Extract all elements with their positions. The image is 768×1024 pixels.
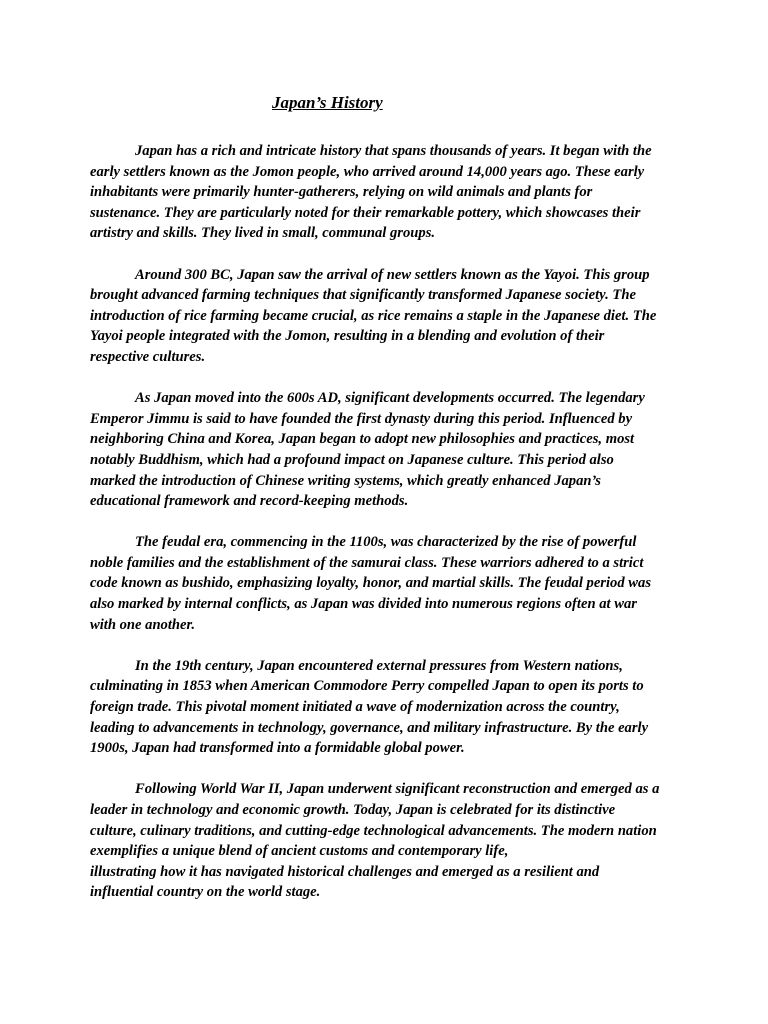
text-line: Around 300 BC, Japan saw the arrival of new settlers known as the Yayoi. This group bbox=[135, 266, 650, 283]
text-line: Japan has a rich and intricate history that spans thousands of years. It began with the bbox=[135, 143, 652, 159]
page-title: Japan’s History bbox=[272, 93, 383, 112]
text-line: marked the introduction of Chinese writing systems, which greatly enhanced Japan’s bbox=[90, 472, 601, 489]
paragraph-post-war bbox=[90, 779, 690, 903]
text-line: leading to advancements in technology, governance, and military infrastructure. By the early bbox=[90, 719, 649, 736]
text-line: notably Buddhism, which had a profound impact on Japanese culture. This period also bbox=[90, 451, 614, 468]
text-line: introduction of rice farming became crucial, as rice remains a staple in the Japanese diet. The bbox=[90, 307, 657, 324]
text-line: culminating in 1853 when American Commodore Perry compelled Japan to open its ports to bbox=[90, 678, 644, 695]
text-line: foreign trade. This pivotal moment initiated a wave of modernization across the country, bbox=[90, 699, 620, 716]
text-line: The feudal era, commencing in the 1100s, was characterized by the rise of powerful bbox=[135, 534, 637, 551]
paragraph-19th-century bbox=[90, 656, 690, 759]
paragraph-yayoi bbox=[90, 265, 690, 368]
text-line: leader in technology and economic growth. Today, Japan is celebrated for its distinctive bbox=[90, 802, 616, 818]
paragraph-jomon bbox=[90, 141, 690, 244]
text-line: artistry and skills. They lived in small, communal groups. bbox=[90, 225, 436, 242]
text-line: brought advanced farming techniques that significantly transformed Japanese society. The bbox=[90, 287, 636, 304]
text-line: inhabitants were primarily hunter-gatherers, relying on wild animals and plants for bbox=[90, 184, 593, 201]
text-line: sustenance. They are particularly noted for their remarkable pottery, which showcases their bbox=[90, 204, 641, 221]
text-line: Emperor Jimmu is said to have founded the first dynasty during this period. Influenced by bbox=[90, 410, 633, 427]
text-line: respective cultures. bbox=[90, 348, 206, 365]
text-line: with one another. bbox=[90, 616, 196, 633]
text-line: code known as bushido, emphasizing loyalty, honor, and martial skills. The feudal period was bbox=[90, 575, 651, 592]
text-line: In the 19th century, Japan encountered external pressures from Western nations, bbox=[135, 657, 623, 674]
text-line: early settlers known as the Jomon people, who arrived around 14,000 years ago. These early bbox=[90, 163, 645, 180]
text-line: As Japan moved into the 600s AD, significant developments occurred. The legendary bbox=[135, 390, 645, 407]
paragraph-feudal-era bbox=[90, 532, 690, 635]
text-line: influential country on the world stage. bbox=[90, 884, 321, 901]
text-line: also marked by internal conflicts, as Japan was divided into numerous regions often at war bbox=[90, 596, 637, 613]
paragraph-600s-ad bbox=[90, 388, 690, 512]
text-line: culture, culinary traditions, and cutting-edge technological advancements. The modern nation bbox=[90, 822, 657, 839]
text-line: Following World War II, Japan underwent significant reconstruction and emerged as a bbox=[135, 781, 660, 798]
text-line: Yayoi people integrated with the Jomon, resulting in a blending and evolution of their bbox=[90, 328, 605, 345]
text-line: illustrating how it has navigated historical challenges and emerged as a resilient and bbox=[90, 863, 600, 880]
text-line: exemplifies a unique blend of ancient customs and contemporary life, bbox=[90, 843, 509, 860]
text-line: noble families and the establishment of the samurai class. These warriors adhered to a strict bbox=[90, 554, 644, 571]
text-line: educational framework and record-keeping methods. bbox=[90, 493, 409, 510]
text-line: 1900s, Japan had transformed into a formidable global power. bbox=[90, 740, 465, 757]
text-line: neighboring China and Korea, Japan began to adopt new philosophies and practices, most bbox=[90, 431, 635, 448]
document-body bbox=[90, 141, 690, 924]
